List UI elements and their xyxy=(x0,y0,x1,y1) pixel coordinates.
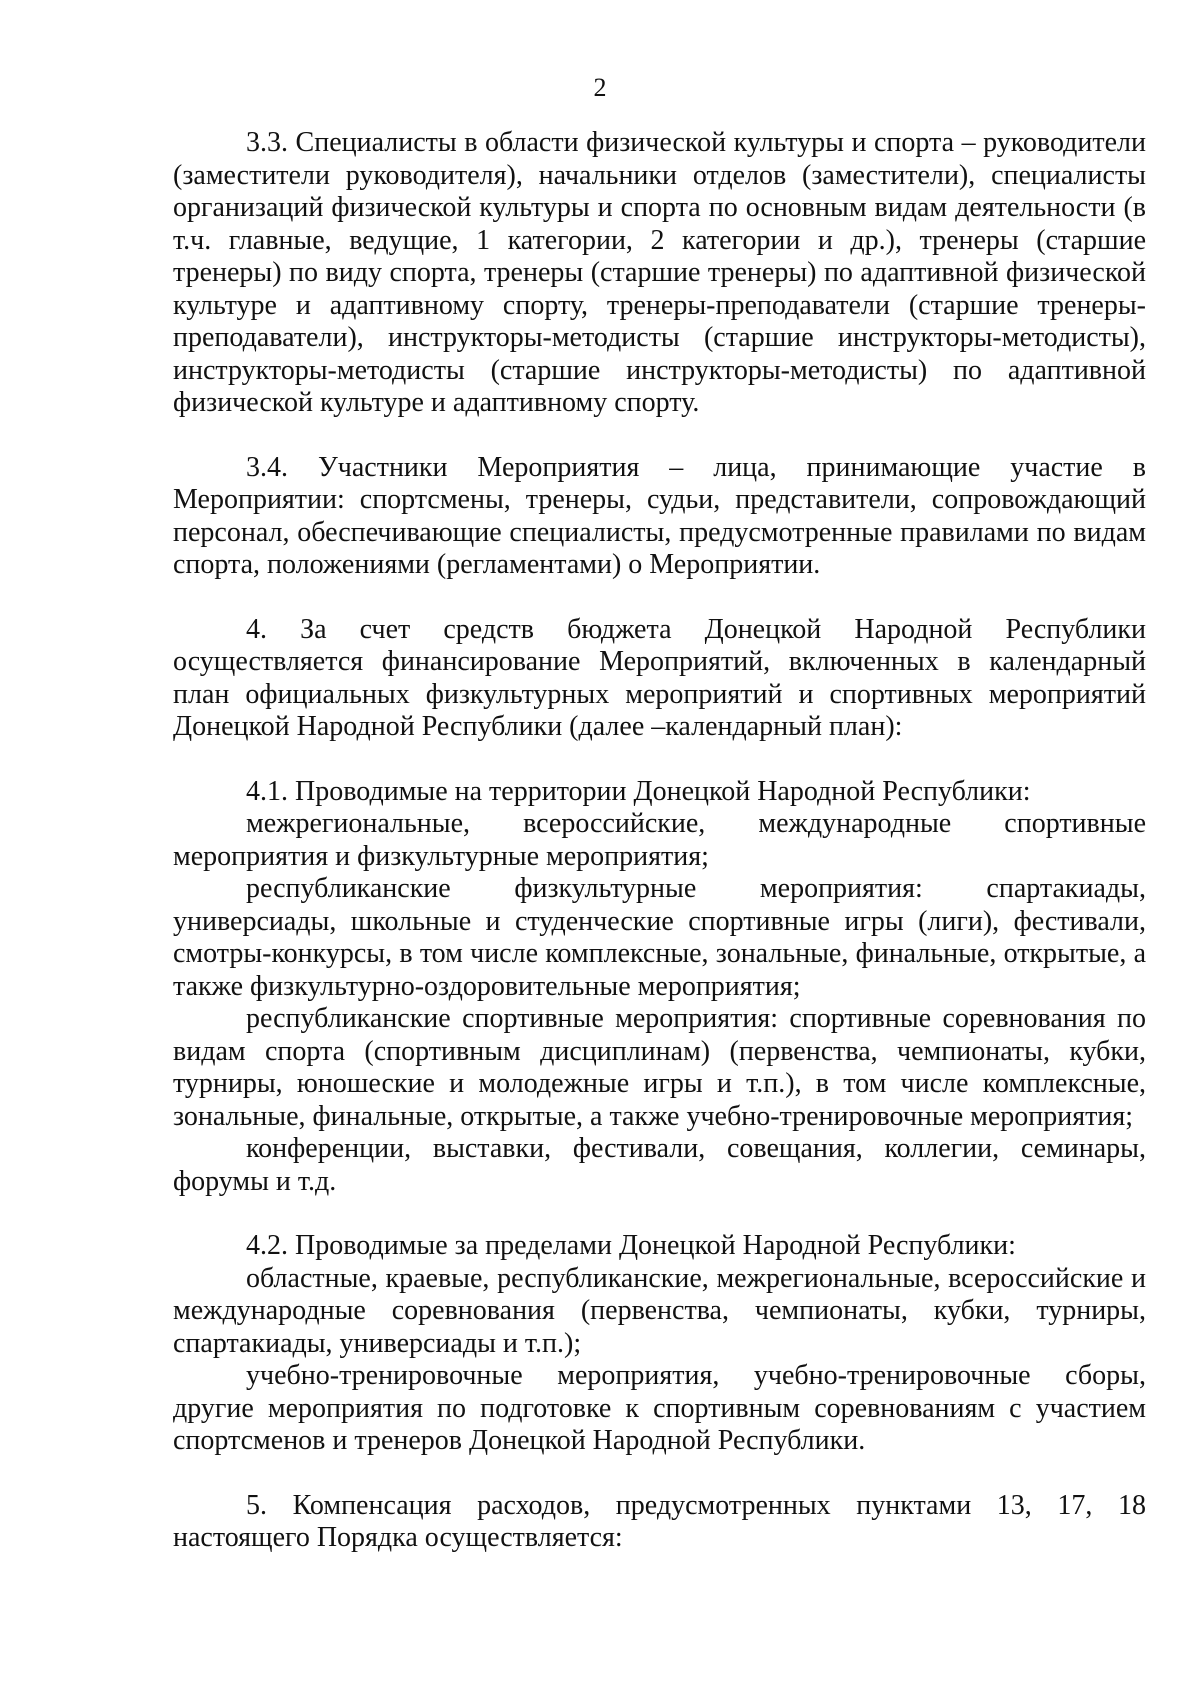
paragraph-4-2-heading: 4.2. Проводимые за пределами Донецкой Народной Республики: xyxy=(246,1230,1016,1261)
paragraph-5: 5. Компенсация расходов, предусмотренных пунктами 13, 17, 18 настоящего Порядка осуществляется: xyxy=(173,1489,1146,1553)
paragraph-4-2-item-2: учебно-тренировочные мероприятия, учебно-тренировочные сборы, другие мероприятия по подготовке к спортивным соревнованиям с участием спортсменов и тренеров Донецкой Народной Республики. xyxy=(173,1360,1146,1456)
paragraph-4-1-item-4: конференции, выставки, фестивали, совещания, коллегии, семинары, форумы и т.д. xyxy=(173,1133,1146,1197)
paragraph-4-1-item-3: республиканские спортивные мероприятия: спортивные соревнования по видам спорта (спортивным дисциплинам) (первенства, чемпионаты, кубки, турниры, юношеские и молодежные игры и т.п.), в том числе комплексные, зональные, финальные, открытые, а также учебно-тренировочные мероприятия; xyxy=(173,1003,1146,1132)
paragraph-3-4: 3.4. Участники Мероприятия – лица, принимающие участие в Мероприятии: спортсмены, тренеры, судьи, представители, сопровождающий персонал, обеспечивающие специалисты, предусмотренные правилами по видам спорта, положениями (регламентами) о Мероприятии. xyxy=(173,451,1146,580)
document-body xyxy=(173,127,1146,1555)
paragraph-3-3: 3.3. Специалисты в области физической культуры и спорта – руководители (заместители руководителя), начальники отделов (заместители), специалисты организаций физической культуры и спорта по основным видам деятельности (в т.ч. главные, ведущие, 1 категории, 2 категории и др.), тренеры (старшие тренеры) по виду спорта, тренеры (старшие тренеры) по адаптивной физической культуре и адаптивному спорту, тренеры-преподаватели (старшие тренеры-преподаватели), инструкторы-методисты (старшие инструкторы-методисты), инструкторы-методисты (старшие инструкторы-методисты) по адаптивной физической культуре и адаптивному спорту. xyxy=(173,127,1146,418)
paragraph-4-1-item-2: республиканские физкультурные мероприятия: спартакиады, универсиады, школьные и студенческие спортивные игры (лиги), фестивали, смотры-конкурсы, в том числе комплексные, зональные, финальные, открытые, а также физкультурно-оздоровительные мероприятия; xyxy=(173,873,1146,1002)
paragraph-4-2-item-1: областные, краевые, республиканские, межрегиональные, всероссийские и международные соревнования (первенства, чемпионаты, кубки, турниры, спартакиады, универсиады и т.п.); xyxy=(173,1262,1146,1359)
paragraph-4: 4. За счет средств бюджета Донецкой Народной Республики осуществляется финансирование Мероприятий, включенных в календарный план официальных физкультурных мероприятий и спортивных мероприятий Донецкой Народной Республики (далее –календарный план): xyxy=(173,613,1146,742)
page-number: 2 xyxy=(593,73,607,102)
paragraph-4-1-item-1: межрегиональные, всероссийские, международные спортивные мероприятия и физкультурные мероприятия; xyxy=(173,808,1146,872)
paragraph-4-1-heading: 4.1. Проводимые на территории Донецкой Народной Республики: xyxy=(246,775,1031,807)
